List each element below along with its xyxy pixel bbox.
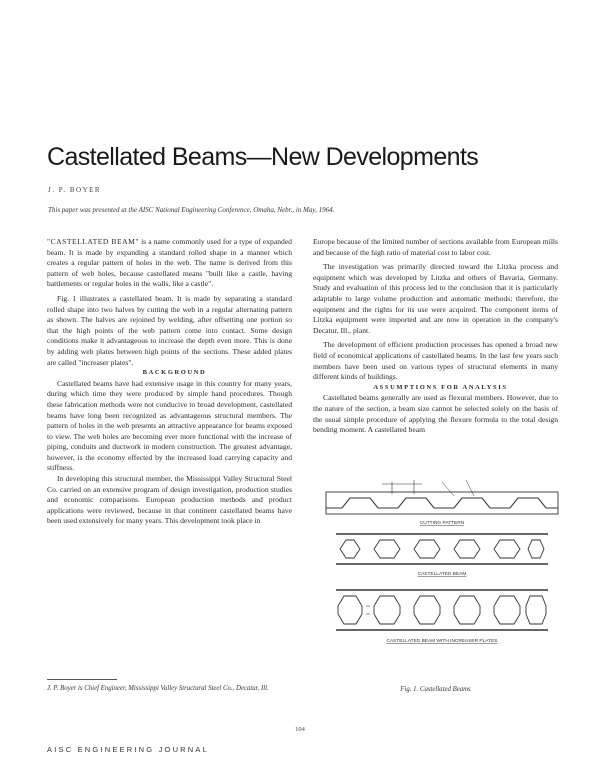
paragraph-background: Castellated beams have had extensive usage in this country for many years, during which time they were produced by simple hand procedures. Though these fabrication methods were not conducive to broad development, castellated beams have long been recognized as advantageous structural members. The pattern of holes in the web presents an attractive appearance for beams exposed to view. The web holes are becoming ever more functional with the increase of piping, conduits and ductwork in modern construction. The greatest advantage, however, is the economy effected by the increased load carrying capacity and stiffness. (47, 378, 292, 473)
paragraph-assumptions: Castellated beams generally are used as flexural members. However, due to the nature of the section, a beam size cannot be selected solely on the basis of the usual simple procedure of applying the flexure formula to the total design bending moment. A castellated beam (313, 393, 558, 435)
background-heading: BACKGROUND (142, 369, 207, 377)
presentation-note: This paper was presented at the AISC National Engineering Conference, Omaha, Nebr., in May, 1964. (48, 206, 335, 214)
paragraph-fig1: Fig. 1 illustrates a castellated beam. It is made by separating a standard rolled shape into two halves by cutting the web in a regular alternating pattern as shown. The halves are rejoined by welding, after offsetting one portion so that the high points of the web pattern come into contact. Some design conditions make it advantageous to increase the depth even more. This is done by adding web plates between high points of the sections. These added plates are called "increaser plates". (47, 293, 292, 367)
increaser-plate-beam-drawing (336, 590, 548, 630)
journal-name: AISC ENGINEERING JOURNAL (47, 745, 209, 754)
castellated-beam-figure (322, 480, 562, 670)
paragraph-europe: Europe because of the limited number of sections available from European mills and because of the high ratio of material cost to labor cost. (313, 237, 558, 257)
paragraph-applications: The development of efficient production processes has opened a broad new field of economical applications of castellated beams. In the last few years such members have been used on various types of structural elements in many different kinds of buildings. (313, 340, 558, 382)
cutting-pattern-drawing (326, 480, 558, 514)
paragraph-litzka: The investigation was primarily directed toward the Litzka process and equipment which was developed by Litzka and others of Bavaria, Germany. Study and evaluation of this process led to the conclusion that it is particularly adaptable to large volume production and automatic methods; therefore, the equipment and the rights for its use were acquired. The component items of Litzka equipment were imported and are now in operation in the company's Decatur, Ill., plant. (313, 262, 558, 335)
label-increaser-plates: CASTELLATED BEAM WITH INCREASER PLATES (386, 639, 498, 644)
label-castellated-beam: CASTELLATED BEAM (417, 572, 467, 577)
intro-rest: is a name commonly used for a type of expanded beam. It is made by expanding a standard rolled shape in a manner which creates a regular pattern of holes in the web. The name is derived from this pattern of web holes, because castellated means "built like a castle, having battlements or regular holes in the walls, like a castle". (47, 237, 292, 289)
intro-lead: "CASTELLATED BEAM" (47, 237, 139, 246)
intro-paragraph (47, 237, 292, 290)
label-cutting-pattern: CUTTING PATTERN (419, 521, 465, 526)
paragraph-development: In developing this structural member, the Mississippi Valley Structural Steel Co. carried on an extensive program of design investigation, production studies and economic comparisons. European production methods and product applications were reviewed, because in that continent castellated beams have been used extensively for many years. This development took place in (47, 474, 292, 526)
page-number: 104 (295, 726, 305, 733)
article-title: Castellated Beams—New Developments (47, 143, 479, 171)
castellated-beam-drawing (336, 534, 548, 564)
author-footnote: J. P. Boyer is Chief Engineer, Mississippi Valley Structural Steel Co., Decatur, Ill. (47, 685, 269, 692)
left-column (47, 237, 292, 527)
footnote-rule (47, 679, 117, 680)
author-name: J. P. BOYER (48, 186, 102, 194)
figure-caption: Fig. 1. Castellated Beams (400, 686, 471, 693)
assumptions-heading: ASSUMPTIONS FOR ANALYSIS (373, 383, 508, 391)
right-column (313, 237, 558, 436)
